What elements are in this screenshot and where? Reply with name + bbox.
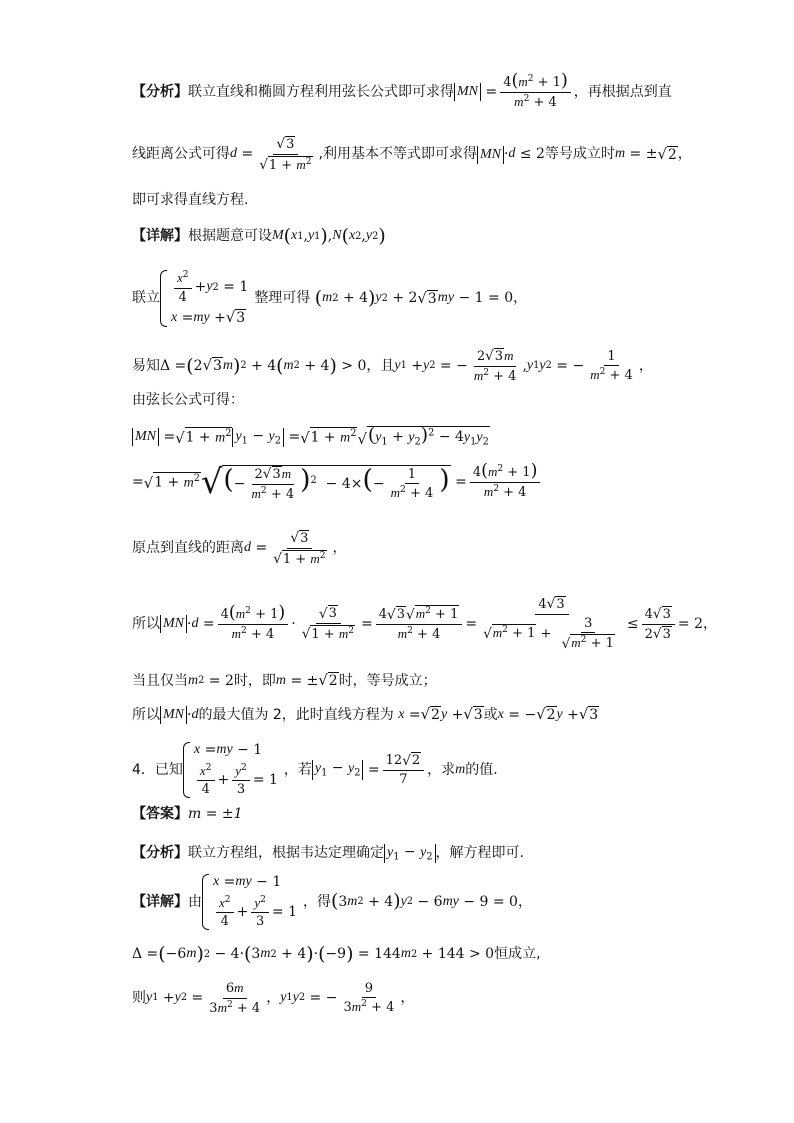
detail-text: 所以 bbox=[132, 615, 160, 632]
detail-text: 由 bbox=[188, 893, 202, 910]
equation-system: x = my − 1 $\frac{x^2}{4}$ + $\frac{y^2}{3}$ = 1 bbox=[183, 742, 278, 798]
detail-text: 当且仅当 bbox=[132, 672, 188, 689]
detail-line-3: 易知 Δ = ( 2 √ 3 m ) 2 + 4 ( m 2 + 4 ) > 0 ，且 y 1 + y 2 = − 2 √ 3 m $m^2 + 4$ , y 1 y 2 = − $\frac{1}{m^2 + 4}$ ， bbox=[132, 348, 653, 384]
detail-text: 原点到直线的距离 bbox=[132, 540, 244, 557]
analysis-text: ,利用基本不等式即可求得 bbox=[318, 146, 477, 163]
detail-line-7: 当且仅当 m 2 = 2 时，即 m = ± √ 2 时，等号成立； bbox=[132, 672, 437, 690]
detail4-line-1: 【详解】 由 x = my − 1 $\frac{x^2}{4}$ + $\frac{y^2}{3}$ = 1 ，得 ( 3 m 2 + 4 ) y 2 − 6 my − 9 = 0， bbox=[132, 874, 532, 930]
detail-line-1: 【详解】 根据题意可设 M ( x 1 , y 1 ) , N ( x 2 , y 2 ) bbox=[132, 225, 386, 247]
math-fraction: √ 3 √ $1 + m^2$ bbox=[259, 136, 312, 174]
detail-text: 的最大值为 2，此时直线方程为 bbox=[198, 706, 394, 723]
detail-text: 时，等号成立； bbox=[338, 672, 437, 689]
detail4-line-3: 则 y 1 + y 2 = $\frac{6m}{3m^2 + 4}$ ， y 1 y 2 = − $\frac{9}{3m^2 + 4}$ ， bbox=[132, 980, 415, 1016]
answer-value: m = ±1 bbox=[188, 806, 243, 822]
detail4-line-2: Δ = ( −6 m ) 2 − 4· ( 3 m 2 + 4 ) · ( −9 ) = 144 m 2 + 144 > 0 恒成立, bbox=[132, 943, 541, 965]
analysis-text: ，再根据点到直 bbox=[573, 83, 672, 100]
analysis-text: 线距离公式可得 bbox=[132, 146, 230, 163]
detail-text: 易知 bbox=[132, 357, 160, 374]
detail-line-8: 所以 MN · d 的最大值为 2，此时直线方程为 x = √ 2 y + √ 3 或 x = − √ 2 y + √ 3 bbox=[132, 706, 599, 724]
analysis-text: ，解方程即可. bbox=[435, 845, 524, 862]
equation-system: $\frac{x^2}{4}$ + y 2 = 1 x = my + √ 3 bbox=[160, 270, 248, 327]
answer-line bbox=[132, 806, 754, 823]
chord-length-line-1: MN = √ $1 + m^2$ $y_1 - y_2$ = √ $1 + m^2$ √ $(y_1 + y_2)^2 - 4y_1y_2$ bbox=[132, 426, 754, 448]
detail-text: 或 bbox=[483, 706, 498, 723]
detail-line-2: 联立 $\frac{x^2}{4}$ + y 2 = 1 x = my + √ 3 整理可得 ( m 2 + 4 ) y 2 + 2 √ 3 my − 1 = 0， bbox=[132, 270, 528, 327]
detail-text: ，得 bbox=[302, 893, 331, 910]
analysis-text: 联立直线和椭圆方程利用弦长公式即可求得 bbox=[188, 83, 454, 100]
detail-text: 根据题意可设 bbox=[188, 228, 272, 245]
math-fraction: $\frac{4(m^2 + 1)}{m^2 + 4}$ bbox=[500, 74, 571, 110]
analysis-text: 等号成立时 bbox=[544, 146, 615, 163]
problem-4: 4．已知 x = my − 1 $\frac{x^2}{4}$ + $\frac{y^2}{3}$ = 1 ，若 $y_1 - y_2$ = 12 √ 2 7 ，求 m 的值. bbox=[132, 742, 498, 798]
detail-line-4 bbox=[132, 392, 754, 409]
analysis4-line: 【分析】 联立方程组，根据韦达定理确定 $y_1 - y_2$ ，解方程即可. bbox=[132, 844, 524, 863]
detail-text: ，且 bbox=[366, 357, 395, 374]
chord-length-line-2: = √ $1 + m^2$ √ (− 2 √ 3 m $m^2 + 4$ )$^2$ − 4×(− $\frac{1}{m^2 + 4}$ ) = $\frac{4(m^2 + 1)}{m^2 + 4}$ bbox=[132, 462, 754, 502]
detail-text: 恒成立, bbox=[494, 946, 541, 963]
detail-text: 由弦长公式可得： bbox=[132, 392, 244, 408]
detail-line-6: 所以 MN · d = $\frac{4(m^2 + 1)}{m^2 + 4}$ · √ 3 √ $1 + m^2$ = 4 √ 3 √ $m^2 + 1$ $m^2 + 4$ = 4 √ 3 √ $m^2 + 1$ + 3 √ $m^2 + 1$ ≤ 4 √ 3 2 √ 3 = 2， bbox=[132, 596, 717, 652]
analysis-text: ， bbox=[677, 146, 692, 163]
analysis-text: 联立方程组，根据韦达定理确定 bbox=[188, 845, 384, 862]
problem-text: ，若 bbox=[283, 761, 312, 778]
analysis-line-1: 【分析】 联立直线和椭圆方程利用弦长公式即可求得 MN = $\frac{4(m^2 + 1)}{m^2 + 4}$ ，再根据点到直 bbox=[132, 71, 672, 110]
analysis-line-2: 线距离公式可得 d = √ 3 √ $1 + m^2$ ,利用基本不等式即可求得 MN · d ≤ 2 等号成立时 m = ± √ 2 ， bbox=[132, 136, 692, 174]
math: MN bbox=[454, 83, 481, 101]
detail-line-5: 原点到直线的距离 d = √ 3 √ $1 + m^2$ ， bbox=[132, 530, 347, 568]
answer-tag: 【答案】 bbox=[132, 806, 188, 822]
detail-tag: 【详解】 bbox=[132, 893, 188, 910]
detail-text: 所以 bbox=[132, 706, 160, 723]
detail-text: 时，即 bbox=[233, 672, 276, 689]
analysis-text: 即可求得直线方程. bbox=[132, 192, 249, 208]
analysis-tag: 【分析】 bbox=[132, 845, 188, 862]
analysis-line-3 bbox=[132, 192, 754, 209]
problem-number: 4．已知 bbox=[132, 761, 183, 778]
detail-text: 整理可得 bbox=[254, 290, 311, 307]
equation-system: x = my − 1 $\frac{x^2}{4}$ + $\frac{y^2}{3}$ = 1 bbox=[202, 874, 297, 930]
problem-text: ，求 bbox=[427, 761, 456, 778]
problem-text: 的值. bbox=[465, 761, 498, 778]
detail-tag: 【详解】 bbox=[132, 228, 188, 245]
detail-text: 则 bbox=[132, 989, 146, 1006]
detail-text: 联立 bbox=[132, 290, 160, 307]
analysis-tag: 【分析】 bbox=[132, 83, 188, 100]
